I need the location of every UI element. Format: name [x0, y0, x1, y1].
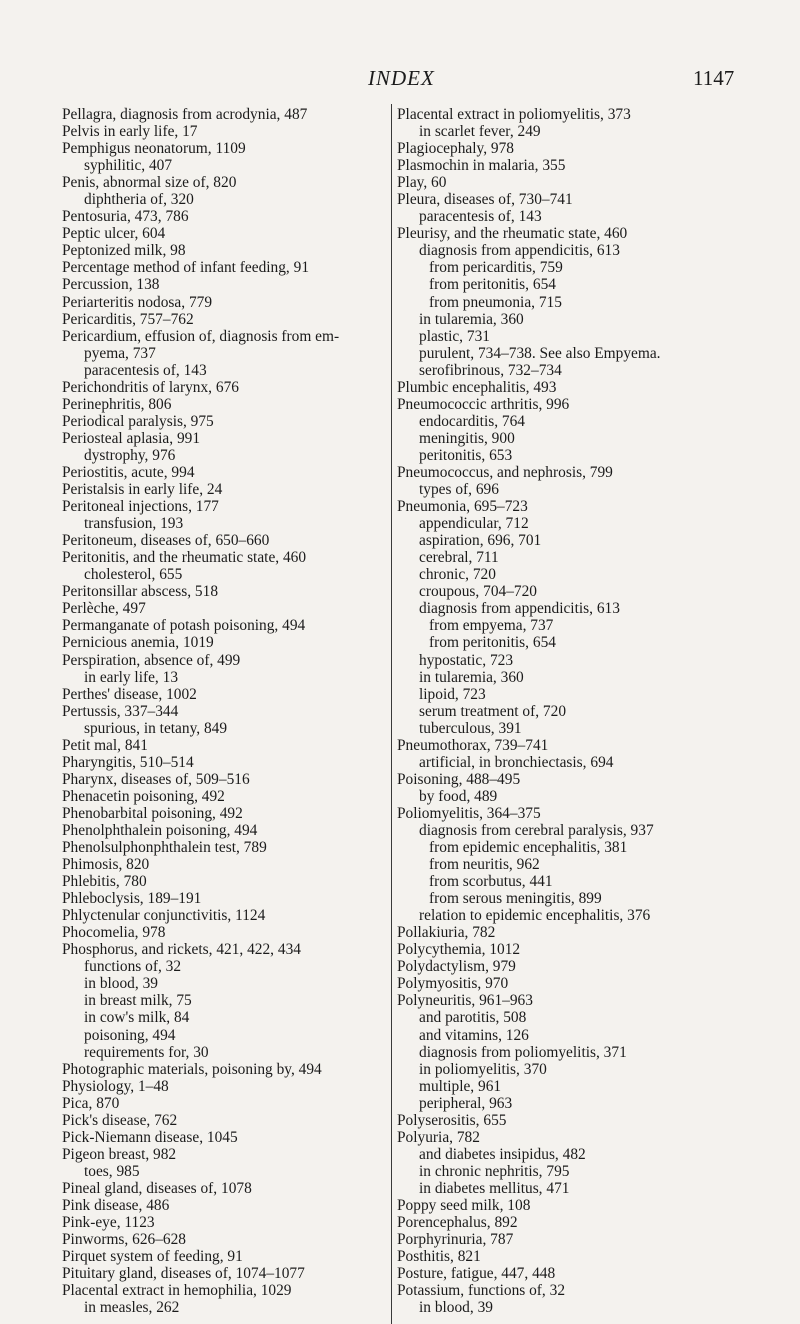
index-entry: Potassium, functions of, 32	[397, 1282, 566, 1300]
index-subentry: paracentesis of, 143	[84, 361, 207, 379]
index-entry: Polyuria, 782	[397, 1128, 480, 1146]
index-entry: Phenacetin poisoning, 492	[62, 787, 225, 805]
index-entry: Poisoning, 488–495	[397, 770, 521, 788]
index-entry: Play, 60	[397, 174, 447, 192]
index-subentry: croupous, 704–720	[419, 583, 537, 601]
index-subentry: tuberculous, 391	[419, 719, 522, 737]
index-subentry: from peritonitis, 654	[429, 634, 556, 652]
index-entry: Phenolsulphonphthalein test, 789	[62, 839, 267, 857]
index-entry: Phosphorus, and rickets, 421, 422, 434	[62, 941, 301, 959]
index-subentry: in cow's milk, 84	[84, 1009, 190, 1027]
index-subentry: cerebral, 711	[419, 549, 499, 567]
index-subentry: relation to epidemic encephalitis, 376	[419, 907, 651, 925]
index-entry: Polycythemia, 1012	[397, 941, 521, 959]
index-column-right	[397, 106, 772, 1316]
index-entry: Petit mal, 841	[62, 736, 148, 754]
index-subentry: diagnosis from cerebral paralysis, 937	[419, 821, 654, 839]
index-subentry: lipoid, 723	[419, 685, 486, 703]
index-subentry: pyema, 737	[84, 344, 156, 362]
running-head-title: INDEX	[368, 66, 435, 90]
index-entry: Peristalsis in early life, 24	[62, 481, 223, 499]
index-subentry: serofibrinous, 732–734	[419, 361, 562, 379]
page-number: 1147	[693, 66, 735, 90]
index-entry: Phlyctenular conjunctivitis, 1124	[62, 907, 266, 925]
index-entry: Polyneuritis, 961–963	[397, 992, 533, 1010]
index-subentry: in tularemia, 360	[419, 668, 524, 686]
index-entry: Porphyrinuria, 787	[397, 1231, 514, 1249]
index-subentry: paracentesis of, 143	[419, 208, 542, 226]
index-entry: Perichondritis of larynx, 676	[62, 378, 239, 396]
index-entry: Pharynx, diseases of, 509–516	[62, 770, 250, 788]
index-entry: Penis, abnormal size of, 820	[62, 174, 237, 192]
index-subentry: purulent, 734–738. See also Empyema.	[419, 344, 661, 362]
index-entry: Pentosuria, 473, 786	[62, 208, 189, 226]
index-subentry: spurious, in tetany, 849	[84, 719, 228, 737]
index-entry: Pirquet system of feeding, 91	[62, 1248, 243, 1266]
index-entry: Plagiocephaly, 978	[397, 140, 514, 158]
index-entry: Pleurisy, and the rheumatic state, 460	[397, 225, 628, 243]
index-entry: Phenobarbital poisoning, 492	[62, 804, 243, 822]
index-entry: Pernicious anemia, 1019	[62, 634, 214, 652]
index-entry: Permanganate of potash poisoning, 494	[62, 617, 306, 635]
index-subentry: in poliomyelitis, 370	[419, 1060, 547, 1078]
index-subentry: in chronic nephritis, 795	[419, 1162, 570, 1180]
index-subentry: from serous meningitis, 899	[429, 890, 602, 908]
index-entry: Pemphigus neonatorum, 1109	[62, 140, 246, 158]
index-subentry: in scarlet fever, 249	[419, 123, 541, 141]
index-subentry: artificial, in bronchiectasis, 694	[419, 753, 614, 771]
index-entry: Peritonsillar abscess, 518	[62, 583, 219, 601]
index-entry: Pellagra, diagnosis from acrodynia, 487	[62, 106, 308, 123]
index-entry: Periarteritis nodosa, 779	[62, 293, 213, 311]
index-entry: Pelvis in early life, 17	[62, 123, 198, 141]
index-subentry: chronic, 720	[419, 566, 496, 584]
index-entry: Phenolphthalein poisoning, 494	[62, 821, 258, 839]
index-entry: Periodical paralysis, 975	[62, 412, 214, 430]
index-entry: Percentage method of infant feeding, 91	[62, 259, 310, 277]
index-entry: Pharyngitis, 510–514	[62, 753, 194, 771]
index-entry: Pink disease, 486	[62, 1197, 170, 1214]
index-entry: Pneumothorax, 739–741	[397, 736, 549, 754]
index-entry: Phleboclysis, 189–191	[62, 890, 202, 908]
index-entry: Pick-Niemann disease, 1045	[62, 1128, 238, 1146]
index-subentry: diagnosis from appendicitis, 613	[419, 600, 620, 618]
index-subentry: by food, 489	[419, 787, 498, 805]
index-subentry: from pneumonia, 715	[429, 293, 562, 311]
index-entry: Pertussis, 337–344	[62, 702, 179, 720]
page-header	[0, 66, 800, 106]
index-entry: Periostitis, acute, 994	[62, 463, 195, 481]
index-entry: Pleura, diseases of, 730–741	[397, 191, 573, 209]
index-subentry: endocarditis, 764	[419, 412, 525, 430]
index-subentry: in tularemia, 360	[419, 310, 524, 328]
index-entry: Porencephalus, 892	[397, 1214, 518, 1232]
column-divider	[391, 104, 392, 1324]
index-column-left	[62, 106, 397, 1316]
index-entry: Posture, fatigue, 447, 448	[397, 1265, 556, 1283]
index-subentry: in blood, 39	[419, 1299, 493, 1317]
index-entry: Phimosis, 820	[62, 856, 150, 874]
index-entry: Peptic ulcer, 604	[62, 225, 166, 243]
index-subentry: transfusion, 193	[84, 515, 184, 533]
index-entry: Polyserositis, 655	[397, 1111, 507, 1129]
index-entry: Pollakiuria, 782	[397, 924, 496, 942]
index-subentry: poisoning, 494	[84, 1026, 176, 1044]
index-entry: Physiology, 1–48	[62, 1077, 169, 1095]
index-subentry: and diabetes insipidus, 482	[419, 1145, 586, 1163]
index-subentry: diagnosis from appendicitis, 613	[419, 242, 620, 260]
index-entry: Percussion, 138	[62, 276, 160, 294]
index-entry: Placental extract in hemophilia, 1029	[62, 1282, 292, 1300]
index-subentry: peripheral, 963	[419, 1094, 513, 1112]
index-subentry: cholesterol, 655	[84, 566, 183, 584]
index-entry: Placental extract in poliomyelitis, 373	[397, 106, 631, 123]
index-subentry: in diabetes mellitus, 471	[419, 1179, 570, 1197]
index-entry: Pica, 870	[62, 1094, 120, 1112]
index-subentry: functions of, 32	[84, 958, 182, 976]
index-entry: Pneumonia, 695–723	[397, 498, 528, 516]
index-subentry: multiple, 961	[419, 1077, 502, 1095]
index-subentry: and vitamins, 126	[419, 1026, 529, 1044]
index-entry: Peritoneum, diseases of, 650–660	[62, 532, 270, 550]
index-subentry: peritonitis, 653	[419, 446, 513, 464]
index-subentry: appendicular, 712	[419, 515, 529, 533]
index-subentry: from neuritis, 962	[429, 856, 540, 874]
index-subentry: from peritonitis, 654	[429, 276, 556, 294]
index-subentry: dystrophy, 976	[84, 446, 176, 464]
index-entry: Photographic materials, poisoning by, 494	[62, 1060, 322, 1078]
index-entry: Pigeon breast, 982	[62, 1145, 177, 1163]
index-subentry: and parotitis, 508	[419, 1009, 527, 1027]
index-subentry: from epidemic encephalitis, 381	[429, 839, 628, 857]
index-entry: Pituitary gland, diseases of, 1074–1077	[62, 1265, 305, 1283]
index-entry: Phocomelia, 978	[62, 924, 166, 942]
index-entry: Peritonitis, and the rheumatic state, 460	[62, 549, 307, 567]
index-subentry: in early life, 13	[84, 668, 179, 686]
index-entry: Pericardium, effusion of, diagnosis from em-	[62, 327, 340, 345]
index-entry: Pericarditis, 757–762	[62, 310, 194, 328]
index-entry: Perinephritis, 806	[62, 395, 172, 413]
index-subentry: aspiration, 696, 701	[419, 532, 542, 550]
index-entry: Perlèche, 497	[62, 600, 146, 618]
index-entry: Perspiration, absence of, 499	[62, 651, 241, 669]
index-subentry: serum treatment of, 720	[419, 702, 567, 720]
index-entry: Poliomyelitis, 364–375	[397, 804, 541, 822]
index-entry: Posthitis, 821	[397, 1248, 481, 1266]
index-entry: Pineal gland, diseases of, 1078	[62, 1179, 252, 1197]
index-entry: Pinworms, 626–628	[62, 1231, 186, 1249]
index-entry: Pneumococcic arthritis, 996	[397, 395, 570, 413]
index-subentry: types of, 696	[419, 481, 499, 499]
index-subentry: from pericarditis, 759	[429, 259, 563, 277]
index-entry: Periosteal aplasia, 991	[62, 429, 201, 447]
index-subentry: diphtheria of, 320	[84, 191, 194, 209]
index-subentry: from empyema, 737	[429, 617, 554, 635]
index-subentry: hypostatic, 723	[419, 651, 514, 669]
index-subentry: requirements for, 30	[84, 1043, 209, 1061]
index-entry: Polydactylism, 979	[397, 958, 516, 976]
index-entry: Plasmochin in malaria, 355	[397, 157, 566, 175]
index-entry: Perthes' disease, 1002	[62, 685, 197, 703]
index-subentry: diagnosis from poliomyelitis, 371	[419, 1043, 627, 1061]
index-subentry: in blood, 39	[84, 975, 158, 993]
index-subentry: toes, 985	[84, 1162, 140, 1180]
index-entry: Pneumococcus, and nephrosis, 799	[397, 463, 613, 481]
index-entry: Peritoneal injections, 177	[62, 498, 219, 516]
index-subentry: in breast milk, 75	[84, 992, 192, 1010]
index-entry: Peptonized milk, 98	[62, 242, 186, 260]
index-entry: Phlebitis, 780	[62, 873, 147, 891]
index-entry: Polymyositis, 970	[397, 975, 509, 993]
index-subentry: in measles, 262	[84, 1299, 180, 1317]
index-subentry: from scorbutus, 441	[429, 873, 553, 891]
index-entry: Pick's disease, 762	[62, 1111, 178, 1129]
index-subentry: meningitis, 900	[419, 429, 515, 447]
index-entry: Poppy seed milk, 108	[397, 1197, 531, 1214]
index-subentry: syphilitic, 407	[84, 157, 173, 175]
index-entry: Plumbic encephalitis, 493	[397, 378, 557, 396]
index-subentry: plastic, 731	[419, 327, 490, 345]
index-entry: Pink-eye, 1123	[62, 1214, 155, 1232]
